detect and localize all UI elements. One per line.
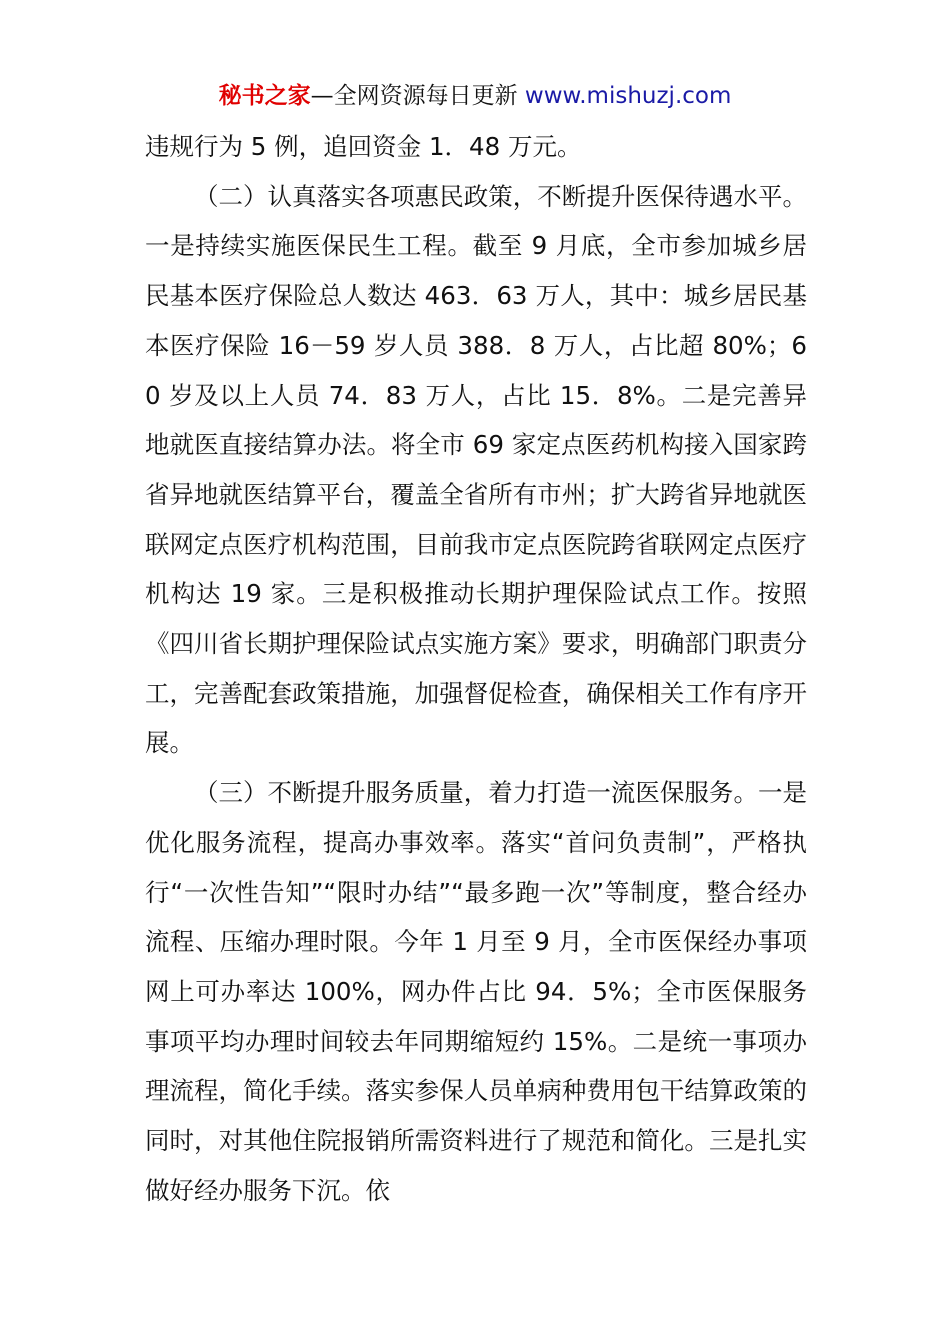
site-url-link[interactable]: www.mishuzj.com — [524, 83, 732, 109]
document-body — [145, 122, 807, 1215]
paragraph-continuation: 违规行为 5 例，追回资金 1．48 万元。 — [145, 132, 582, 161]
paragraph-section-two: （二）认真落实各项惠民政策，不断提升医保待遇水平。一是持续实施医保民生工程。截至 9 月底，全市参加城乡居民基本医疗保险总人数达 463．63 万人，其中：城乡居民基本医疗保险 16－59 岁人员 388．8 万人，占比超 80%；60 岁及以上人员 74．83 万人，占比 15．8%。二是完善异地就医直接结算办法。将全市 69 家定点医药机构接入国家跨省异地就医结算平台，覆盖全省所有市州；扩大跨省异地就医联网定点医疗机构范围，目前我市定点医院跨省联网定点医疗机构达 19 家。三是积极推动长期护理保险试点工作。按照《四川省长期护理保险试点实施方案》要求，明确部门职责分工，完善配套政策措施，加强督促检查，确保相关工作有序开展。 — [145, 181, 807, 758]
site-tagline: —全网资源每日更新 — [310, 83, 518, 109]
site-header — [0, 78, 950, 114]
site-brand: 秘书之家 — [218, 83, 311, 109]
paragraph-section-three: （三）不断提升服务质量，着力打造一流医保服务。一是优化服务流程，提高办事效率。落实“首问负责制”，严格执行“一次性告知”“限时办结”“最多跑一次”等制度，整合经办流程、压缩办理时限。今年 1 月至 9 月，全市医保经办事项网上可办率达 100%，网办件占比 94．5%；全市医保服务事项平均办理时间较去年同期缩短约 15%。二是统一事项办理流程，简化手续。落实参保人员单病种费用包干结算政策的同时，对其他住院报销所需资料进行了规范和简化。三是扎实做好经办服务下沉。依 — [145, 778, 807, 1205]
